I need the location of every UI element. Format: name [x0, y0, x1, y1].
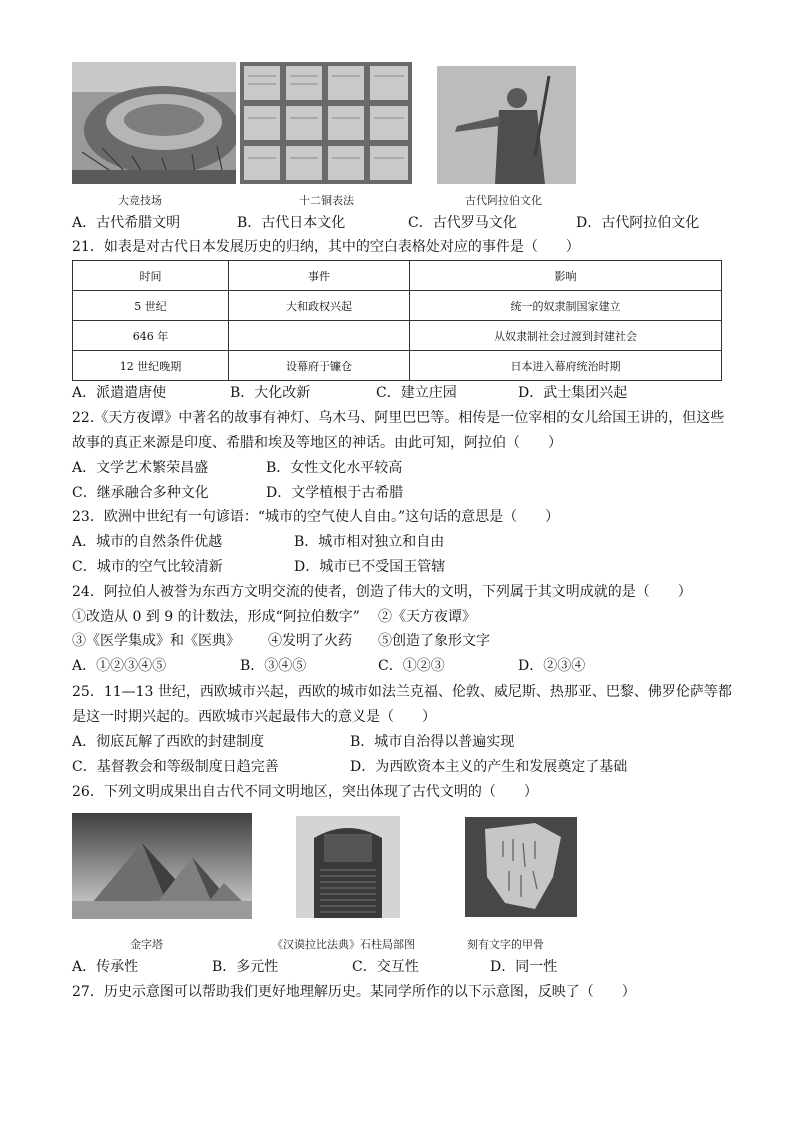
q24-item-1: ①改造从 0 到 9 的计数法，形成“阿拉伯数字”: [72, 609, 360, 625]
q22-stem-line-2: 故事的真正来源是印度、希腊和埃及等地区的神话。由此可知，阿拉伯（ ）: [72, 435, 562, 451]
q24-option-d[interactable]: D．②③④: [518, 658, 586, 674]
twelve-tables-photo: [240, 62, 412, 184]
q26-option-b[interactable]: B．多元性: [212, 959, 279, 975]
pyramids-photo: [72, 813, 252, 919]
hammurabi-stele-photo: [296, 816, 400, 918]
q24-option-b[interactable]: B．③④⑤: [240, 658, 307, 674]
table-cell-blank: [229, 321, 410, 351]
q21-option-a[interactable]: A．派遣遣唐使: [72, 385, 167, 401]
table-cell: 12 世纪晚期: [73, 351, 229, 381]
q26-stem: 26．下列文明成果出自古代不同文明地区，突出体现了古代文明的（ ）: [72, 784, 538, 800]
q21-stem: 21．如表是对古代日本发展历史的归纳，其中的空白表格处对应的事件是（ ）: [72, 239, 580, 255]
q22-option-c[interactable]: C．继承融合多种文化: [72, 485, 209, 501]
table-cell: 大和政权兴起: [229, 291, 410, 321]
q24-item-5: ⑤创造了象形文字: [378, 633, 490, 649]
q26-option-d[interactable]: D．同一性: [490, 959, 558, 975]
q23-option-a[interactable]: A．城市的自然条件优越: [72, 534, 223, 550]
table-cell: 日本进入幕府统治时期: [410, 351, 722, 381]
q23-option-d[interactable]: D．城市已不受国王管辖: [294, 559, 446, 575]
q21-option-d[interactable]: D．武士集团兴起: [518, 385, 628, 401]
q25-option-d[interactable]: D．为西欧资本主义的产生和发展奠定了基础: [350, 759, 628, 775]
caption-colosseum: 大竞技场: [118, 194, 162, 207]
q23-option-b[interactable]: B．城市相对独立和自由: [294, 534, 445, 550]
q26-option-c[interactable]: C．交互性: [352, 959, 419, 975]
q25-stem-line-2: 是这一时期兴起的。西欧城市兴起最伟大的意义是（ ）: [72, 709, 436, 725]
table-row: [73, 321, 722, 351]
caption-hammurabi: 《汉谟拉比法典》石柱局部图: [272, 938, 415, 951]
caption-pyramids: 金字塔: [130, 938, 163, 951]
table-header: 时间: [73, 261, 229, 291]
table-header: 影响: [410, 261, 722, 291]
q25-option-a[interactable]: A．彻底瓦解了西欧的封建制度: [72, 734, 265, 750]
q27-stem: 27．历史示意图可以帮助我们更好地理解历史。某同学所作的以下示意图，反映了（ ）: [72, 984, 636, 1000]
q24-item-3: ③《医学集成》和《医典》: [72, 633, 240, 649]
table-cell: 646 年: [73, 321, 229, 351]
q22-option-a[interactable]: A．文学艺术繁荣昌盛: [72, 460, 209, 476]
q21-option-c[interactable]: C．建立庄园: [376, 385, 457, 401]
table-row: [73, 291, 722, 321]
q20-option-a[interactable]: A．古代希腊文明: [72, 215, 181, 231]
colosseum-photo: [72, 62, 236, 184]
table-cell: 统一的奴隶制国家建立: [410, 291, 722, 321]
table-cell: 从奴隶制社会过渡到封建社会: [410, 321, 722, 351]
table-header-row: [73, 261, 722, 291]
caption-twelve-tables: 十二铜表法: [299, 194, 354, 207]
q25-option-b[interactable]: B．城市自治得以普遍实现: [350, 734, 515, 750]
q24-item-4: ④发明了火药: [268, 633, 352, 649]
q20-option-b[interactable]: B．古代日本文化: [237, 215, 346, 231]
q24-option-a[interactable]: A．①②③④⑤: [72, 658, 167, 674]
q25-stem-line-1: 25．11—13 世纪，西欧城市兴起，西欧的城市如法兰克福、伦敦、威尼斯、热那亚、巴黎、佛罗伦萨等都: [72, 684, 732, 700]
table-cell: 设幕府于镰仓: [229, 351, 410, 381]
oracle-bone-photo: [465, 817, 577, 917]
table-row: [73, 351, 722, 381]
q24-stem: 24．阿拉伯人被誉为东西方文明交流的使者，创造了伟大的文明，下列属于其文明成就的是（ ）: [72, 584, 692, 600]
caption-arab-culture: 古代阿拉伯文化: [465, 194, 542, 207]
caption-oracle-bone: 刻有文字的甲骨: [467, 938, 544, 951]
q22-stem-line-1: 22.《天方夜谭》中著名的故事有神灯、乌木马、阿里巴巴等。相传是一位宰相的女儿给国王讲的，但这些: [72, 410, 725, 426]
q22-option-d[interactable]: D．文学植根于古希腊: [266, 485, 404, 501]
q23-option-c[interactable]: C．城市的空气比较清新: [72, 559, 223, 575]
statue-photo: [437, 66, 576, 184]
q21-table: [72, 260, 722, 381]
q20-option-c[interactable]: C．古代罗马文化: [408, 215, 517, 231]
q26-option-a[interactable]: A．传承性: [72, 959, 139, 975]
q21-option-b[interactable]: B．大化改新: [230, 385, 311, 401]
q22-option-b[interactable]: B．女性文化水平较高: [266, 460, 403, 476]
q20-option-d[interactable]: D．古代阿拉伯文化: [576, 215, 700, 231]
q24-option-c[interactable]: C．①②③: [378, 658, 445, 674]
q23-stem: 23．欧洲中世纪有一句谚语：“城市的空气使人自由。”这句话的意思是（ ）: [72, 509, 560, 525]
table-header: 事件: [229, 261, 410, 291]
table-cell: 5 世纪: [73, 291, 229, 321]
q24-item-2: ②《天方夜谭》: [378, 609, 476, 625]
q25-option-c[interactable]: C．基督教会和等级制度日趋完善: [72, 759, 279, 775]
